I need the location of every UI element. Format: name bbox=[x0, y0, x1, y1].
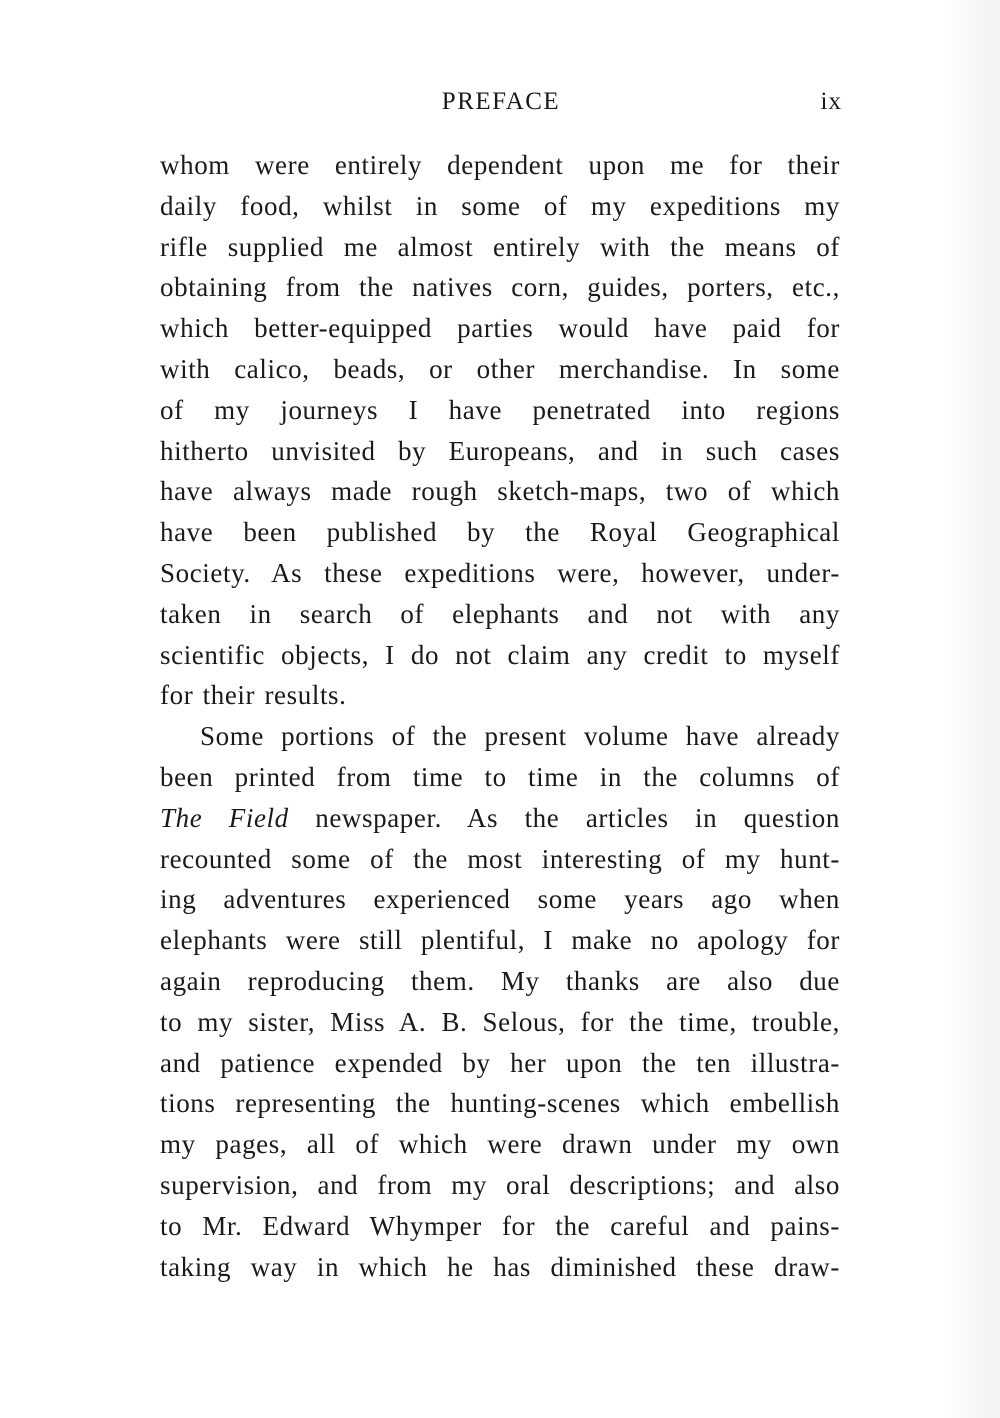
text-line bbox=[160, 961, 840, 1002]
line-text: to my sister, Miss A. B. Selous, for the time, trouble, bbox=[160, 1006, 840, 1037]
paragraph bbox=[160, 145, 840, 716]
text-line bbox=[160, 512, 840, 553]
italic-title: The Field bbox=[160, 802, 289, 833]
line-text: taken in search of elephants and not with any bbox=[160, 598, 840, 629]
text-line bbox=[160, 431, 840, 472]
text-line bbox=[160, 1165, 840, 1206]
line-text: obtaining from the natives corn, guides, porters, etc., bbox=[160, 272, 840, 303]
text-line bbox=[160, 1002, 840, 1043]
line-text: for their results. bbox=[160, 680, 347, 711]
text-line bbox=[160, 145, 840, 186]
text-line bbox=[160, 635, 840, 676]
line-text: recounted some of the most interesting of my hunt- bbox=[160, 843, 840, 874]
text-line bbox=[160, 1206, 840, 1247]
text-line bbox=[160, 879, 840, 920]
text-line bbox=[160, 1043, 840, 1084]
line-text: supervision, and from my oral descriptions; and also bbox=[160, 1169, 840, 1200]
line-text: newspaper. As the articles in question bbox=[288, 802, 840, 833]
paragraph bbox=[160, 716, 840, 1287]
page-edge-shadow bbox=[942, 0, 1000, 1418]
text-line bbox=[160, 349, 840, 390]
line-text: have been published by the Royal Geographical bbox=[160, 517, 840, 548]
line-text: have always made rough sketch-maps, two of which bbox=[160, 476, 840, 507]
text-line bbox=[160, 675, 840, 716]
line-text: Some portions of the present volume have already bbox=[200, 721, 840, 752]
text-line bbox=[160, 186, 840, 227]
text-line bbox=[160, 390, 840, 431]
line-text: and patience expended by her upon the ten illustra- bbox=[160, 1047, 840, 1078]
line-text: been printed from time to time in the columns of bbox=[160, 761, 840, 792]
text-line bbox=[160, 716, 840, 757]
line-text: rifle supplied me almost entirely with the means of bbox=[160, 231, 840, 262]
line-text: tions representing the hunting-scenes which embellish bbox=[160, 1088, 840, 1119]
text-line bbox=[160, 757, 840, 798]
line-text: elephants were still plentiful, I make no apology for bbox=[160, 925, 840, 956]
text-line bbox=[160, 308, 840, 349]
text-line bbox=[160, 1124, 840, 1165]
text-line bbox=[160, 920, 840, 961]
line-text: which better-equipped parties would have paid for bbox=[160, 313, 840, 344]
line-text: taking way in which he has diminished these draw- bbox=[160, 1251, 840, 1282]
line-text: hitherto unvisited by Europeans, and in such cases bbox=[160, 435, 840, 466]
text-line bbox=[160, 267, 840, 308]
line-text: with calico, beads, or other merchandise. In some bbox=[160, 353, 840, 384]
text-line bbox=[160, 553, 840, 594]
line-text: whom were entirely dependent upon me for their bbox=[160, 150, 840, 180]
text-line bbox=[160, 839, 840, 880]
page-number: ix bbox=[820, 88, 842, 115]
line-text: of my journeys I have penetrated into regions bbox=[160, 394, 840, 425]
text-line bbox=[160, 1083, 840, 1124]
running-head bbox=[160, 88, 842, 124]
line-text: again reproducing them. My thanks are also due bbox=[160, 965, 840, 996]
body-text bbox=[160, 145, 840, 1287]
line-text: scientific objects, I do not claim any credit to myself bbox=[160, 639, 840, 670]
line-text: ing adventures experienced some years ago when bbox=[160, 884, 840, 915]
line-text: to Mr. Edward Whymper for the careful and pains- bbox=[160, 1210, 840, 1241]
running-head-title: PREFACE bbox=[441, 88, 561, 115]
line-text: daily food, whilst in some of my expeditions my bbox=[160, 190, 840, 221]
text-line bbox=[160, 798, 840, 839]
text-line bbox=[160, 227, 840, 268]
text-line bbox=[160, 594, 840, 635]
text-line bbox=[160, 471, 840, 512]
line-text: my pages, all of which were drawn under my own bbox=[160, 1129, 840, 1160]
text-line bbox=[160, 1247, 840, 1288]
line-text: Society. As these expeditions were, however, under- bbox=[160, 557, 840, 588]
